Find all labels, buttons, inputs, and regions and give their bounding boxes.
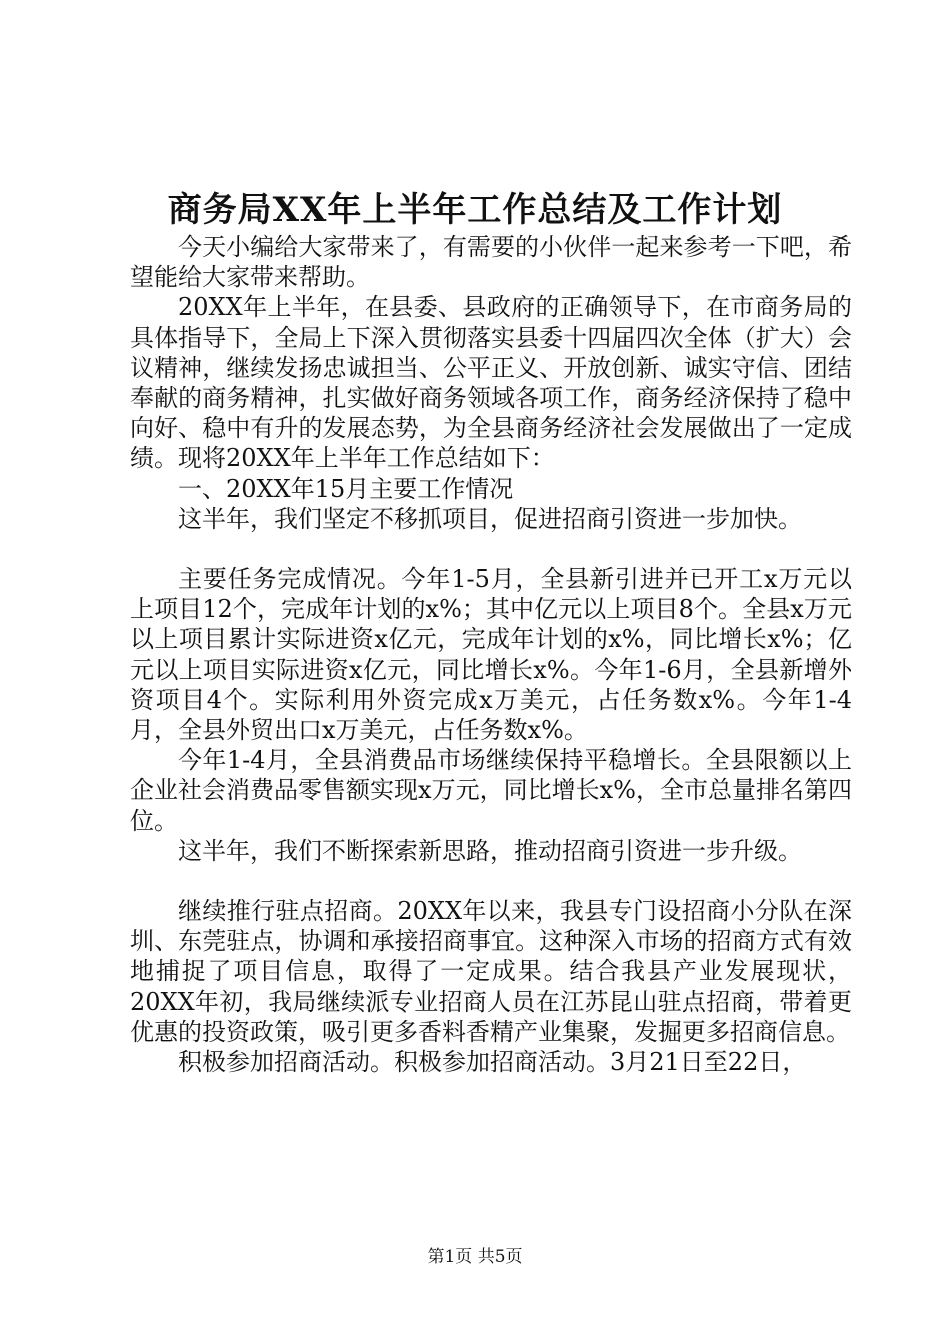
paragraph-resident-investment: 继续推行驻点招商。20XX年以来，我县专门设招商小分队在深圳、东莞驻点，协调和承接招商事宜。这种深入市场的招商方式有效地捕捉了项目信息，取得了一定成果。结合我县产业发展现状，20XX年初，我局继续派专业招商人员在江苏昆山驻点招商，带着更优惠的投资政策，吸引更多香料香精产业集聚，发掘更多招商信息。 bbox=[130, 897, 852, 1046]
paragraph-intro: 今天小编给大家带来了，有需要的小伙伴一起来参考一下吧，希望能给大家带来帮助。 bbox=[130, 233, 852, 292]
paragraph-new-ideas-lead: 这半年，我们不断探索新思路，推动招商引资进一步升级。 bbox=[178, 836, 802, 865]
paragraph-consumer-market: 今年1-4月，全县消费品市场继续保持平稳增长。全县限额以上企业社会消费品零售额实现x万元，同比增长x%，全市总量排名第四位。 bbox=[130, 746, 852, 835]
document-title: 商务局XX年上半年工作总结及工作计划 bbox=[167, 190, 783, 230]
paragraph-task-completion: 主要任务完成情况。今年1-5月，全县新引进并已开工x万元以上项目12个，完成年计划的x%；其中亿元以上项目8个。全县x万元以上项目累计实际进资x亿元，完成年计划的x%，同比增长x%；亿元以上项目实际进资x亿元，同比增长x%。今年1-6月，全县新增外资项目4个。实际利用外资完成x万美元，占任务数x%。今年1-4月，全县外贸出口x万美元，占任务数x%。 bbox=[130, 565, 852, 745]
paragraph-projects-lead: 这半年，我们坚定不移抓项目，促进招商引资进一步加快。 bbox=[178, 504, 802, 533]
section-heading: 一、20XX年15月主要工作情况 bbox=[178, 474, 514, 503]
page-footer: 第1页 共5页 bbox=[427, 1247, 523, 1267]
document-body bbox=[130, 232, 852, 1077]
paragraph-overview: 20XX年上半年，在县委、县政府的正确领导下，在市商务局的具体指导下，全局上下深入贯彻落实县委十四届四次全体（扩大）会议精神，继续发扬忠诚担当、公平正义、开放创新、诚实守信、团结奉献的商务精神，扎实做好商务领域各项工作，商务经济保持了稳中向好、稳中有升的发展态势，为全县商务经济社会发展做出了一定成绩。现将20XX年上半年工作总结如下： bbox=[130, 293, 852, 473]
paragraph-investment-activities: 积极参加招商活动。积极参加招商活动。3月21日至22日， bbox=[178, 1048, 807, 1077]
